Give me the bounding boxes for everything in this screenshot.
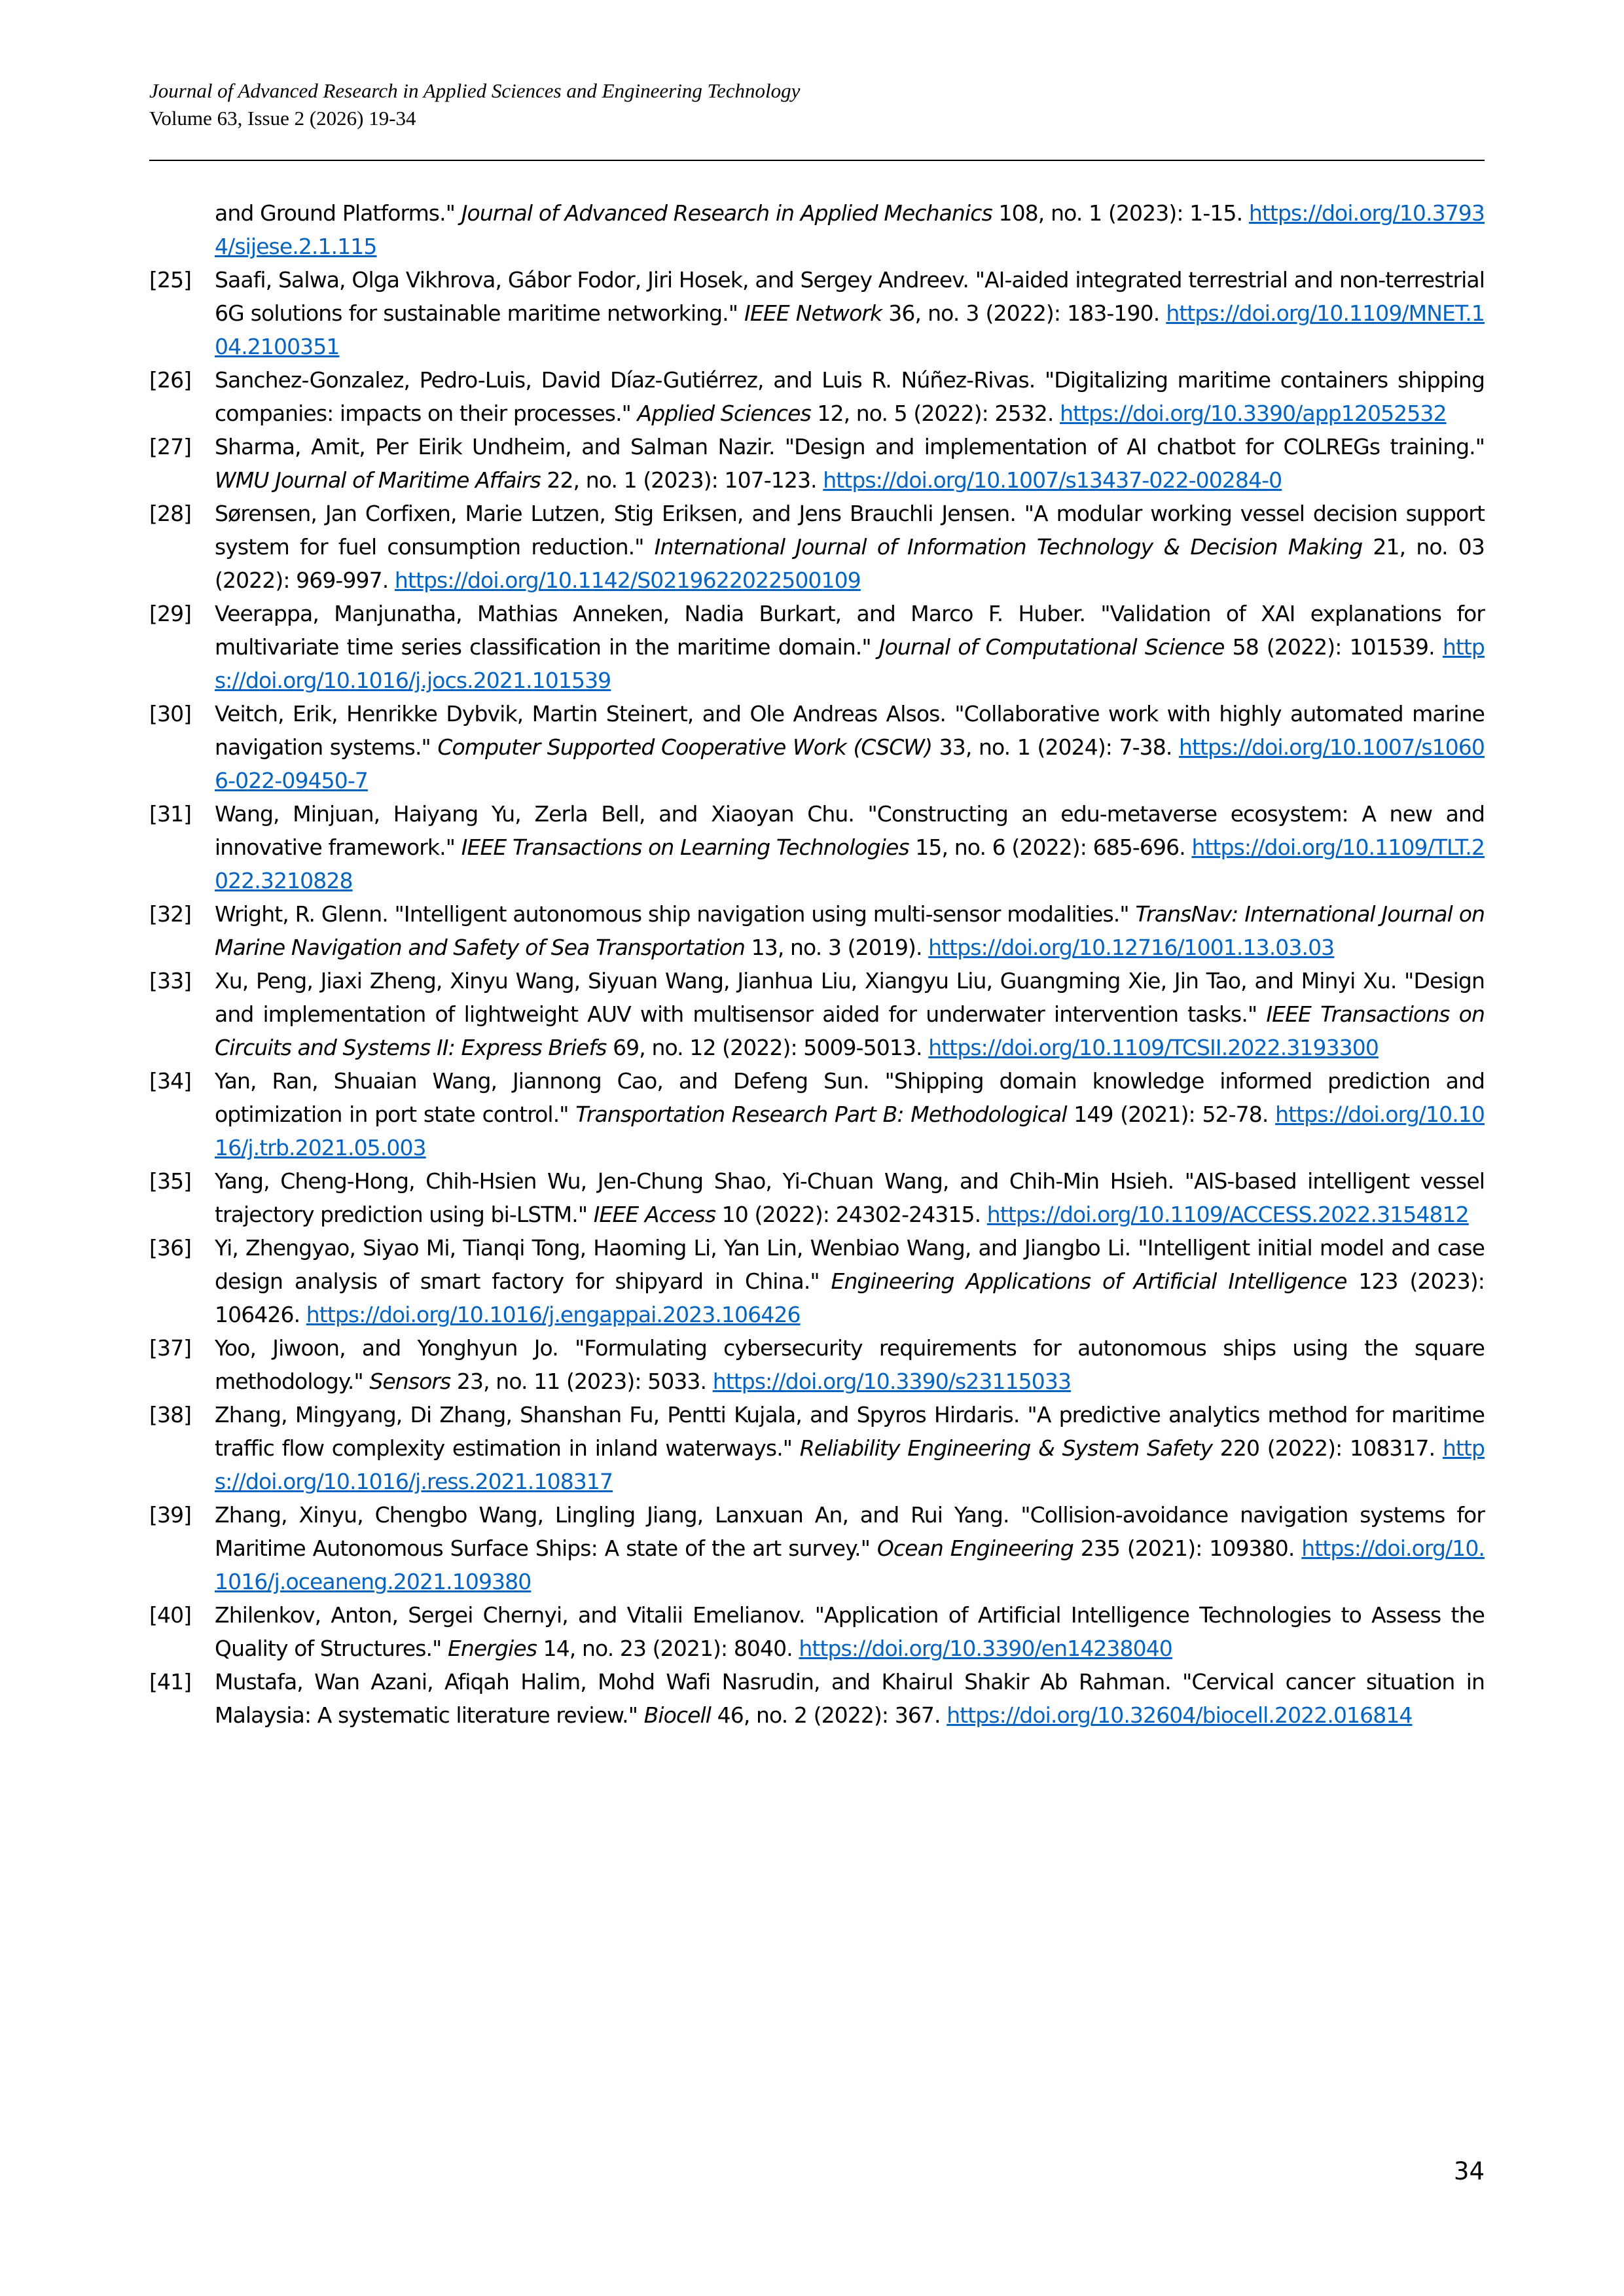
reference-number: [41] — [149, 1669, 192, 1695]
reference-details: 149 (2021): 52-78. — [1066, 1102, 1276, 1127]
reference-details: 21, no. 03 (2022): 969-997. — [215, 534, 1485, 593]
reference-number: [34] — [149, 1068, 192, 1094]
reference-citation: Saafi, Salwa, Olga Vikhrova, Gábor Fodor, Jiri Hosek, and Sergey Andreev. "AI-aided integrated terrestrial and non-terrestrial 6G solutions for sustainable maritime networking." — [215, 267, 1485, 326]
reference-number: [30] — [149, 701, 192, 726]
reference-citation: Sharma, Amit, Per Eirik Undheim, and Salman Nazir. "Design and implementation of AI chatbot for COLREGs training." — [215, 434, 1485, 459]
doi-link[interactable]: https://doi.org/10.1016/j.trb.2021.05.003 — [215, 1102, 1485, 1160]
reference-venue: Applied Sciences — [637, 401, 811, 426]
reference-citation: Xu, Peng, Jiaxi Zheng, Xinyu Wang, Siyuan Wang, Jianhua Liu, Xiangyu Liu, Guangming Xie, Jin Tao, and Minyi Xu. "Design and implementation of lightweight AUV with multisensor aided for underwater intervention tasks." — [215, 968, 1485, 1027]
reference-item — [149, 196, 1485, 263]
doi-link[interactable]: https://doi.org/10.1109/MNET.104.2100351 — [215, 300, 1485, 359]
reference-citation: Zhang, Mingyang, Di Zhang, Shanshan Fu, Pentti Kujala, and Spyros Hirdaris. "A predictive analytics method for maritime traffic flow complexity estimation in inland waterways." — [215, 1402, 1485, 1461]
reference-venue: IEEE Transactions on Circuits and Systems II: Express Briefs — [215, 1001, 1485, 1060]
reference-text — [215, 196, 1485, 263]
reference-text — [215, 1398, 1485, 1498]
reference-details: 46, no. 2 (2022): 367. — [711, 1702, 947, 1728]
reference-number: [32] — [149, 901, 192, 927]
reference-citation: Sanchez-Gonzalez, Pedro-Luis, David Díaz-Gutiérrez, and Luis R. Núñez-Rivas. "Digitalizing maritime containers shipping companies: impacts on their processes." — [215, 367, 1485, 426]
reference-citation: Yoo, Jiwoon, and Yonghyun Jo. "Formulating cybersecurity requirements for autonomous ships using the square methodology." — [215, 1335, 1485, 1394]
reference-venue: Engineering Applications of Artificial Intelligence — [831, 1268, 1347, 1294]
reference-item — [149, 363, 1485, 430]
reference-venue: Computer Supported Cooperative Work (CSCW) — [437, 734, 933, 760]
reference-item — [149, 1331, 1485, 1398]
reference-item — [149, 1498, 1485, 1598]
doi-link[interactable]: https://doi.org/10.3390/en14238040 — [799, 1636, 1172, 1661]
reference-number: [40] — [149, 1602, 192, 1628]
reference-item — [149, 697, 1485, 797]
reference-venue: International Journal of Information Technology & Decision Making — [654, 534, 1363, 560]
reference-venue: TransNav: International Journal on Marine Navigation and Safety of Sea Transportation — [215, 901, 1485, 960]
reference-number: [29] — [149, 601, 192, 626]
doi-link[interactable]: https://doi.org/10.32604/biocell.2022.016814 — [947, 1702, 1413, 1728]
reference-text — [215, 1665, 1485, 1732]
reference-venue: Transportation Research Part B: Methodological — [575, 1102, 1067, 1127]
reference-item — [149, 430, 1485, 497]
reference-details: 22, no. 1 (2023): 107-123. — [540, 467, 823, 493]
reference-venue: IEEE Transactions on Learning Technologies — [461, 834, 909, 860]
reference-item — [149, 964, 1485, 1064]
reference-details: 123 (2023): 106426. — [215, 1268, 1485, 1327]
reference-item — [149, 1231, 1485, 1331]
reference-text — [215, 797, 1485, 897]
reference-citation: Yang, Cheng-Hong, Chih-Hsien Wu, Jen-Chung Shao, Yi-Chuan Wang, and Chih-Min Hsieh. "AIS-based intelligent vessel trajectory prediction using bi-LSTM." — [215, 1168, 1485, 1227]
reference-text — [215, 263, 1485, 363]
reference-number: [38] — [149, 1402, 192, 1427]
reference-citation: Yi, Zhengyao, Siyao Mi, Tianqi Tong, Haoming Li, Yan Lin, Wenbiao Wang, and Jiangbo Li. "Intelligent initial model and case design analysis of smart factory for shipyard in China." — [215, 1235, 1485, 1294]
reference-venue: Sensors — [369, 1369, 451, 1394]
reference-text — [215, 697, 1485, 797]
reference-text — [215, 1231, 1485, 1331]
reference-text — [215, 1064, 1485, 1164]
reference-text — [215, 1331, 1485, 1398]
reference-item — [149, 1064, 1485, 1164]
reference-details: 235 (2021): 109380. — [1073, 1535, 1302, 1561]
reference-number: [36] — [149, 1235, 192, 1261]
reference-item — [149, 497, 1485, 597]
reference-details: 10 (2022): 24302-24315. — [715, 1202, 987, 1227]
reference-item — [149, 1598, 1485, 1665]
reference-item — [149, 1164, 1485, 1231]
reference-details: 108, no. 1 (2023): 1-15. — [992, 200, 1249, 226]
reference-details: 13, no. 3 (2019). — [745, 935, 929, 960]
reference-venue: Journal of Advanced Research in Applied Mechanics — [461, 200, 992, 226]
doi-link[interactable]: https://doi.org/10.3390/app12052532 — [1060, 401, 1447, 426]
doi-link[interactable]: https://doi.org/10.1016/j.engappai.2023.106426 — [306, 1302, 801, 1327]
doi-link[interactable]: https://doi.org/10.1109/TLT.2022.3210828 — [215, 834, 1485, 893]
reference-number: [35] — [149, 1168, 192, 1194]
reference-text — [215, 363, 1485, 430]
journal-volume: Volume 63, Issue 2 (2026) 19-34 — [149, 107, 416, 130]
reference-venue: Ocean Engineering — [876, 1535, 1074, 1561]
doi-link[interactable]: https://doi.org/10.1007/s13437-022-00284-0 — [823, 467, 1282, 493]
doi-link[interactable]: https://doi.org/10.1016/j.ress.2021.108317 — [215, 1435, 1485, 1494]
reference-citation: Wang, Minjuan, Haiyang Yu, Zerla Bell, and Xiaoyan Chu. "Constructing an edu-metaverse ecosystem: A new and innovative framework." — [215, 801, 1485, 860]
reference-venue: Reliability Engineering & System Safety — [799, 1435, 1213, 1461]
reference-details: 23, no. 11 (2023): 5033. — [450, 1369, 713, 1394]
reference-text — [215, 497, 1485, 597]
reference-number: [25] — [149, 267, 192, 293]
running-header — [149, 77, 1485, 132]
header-divider — [149, 160, 1485, 161]
reference-details: 33, no. 1 (2024): 7-38. — [932, 734, 1180, 760]
reference-item — [149, 897, 1485, 964]
reference-citation: Zhang, Xinyu, Chengbo Wang, Lingling Jiang, Lanxuan An, and Rui Yang. "Collision-avoidance navigation systems for Maritime Autonomous Surface Ships: A state of the art survey." — [215, 1502, 1485, 1561]
reference-venue: Journal of Computational Science — [878, 634, 1225, 660]
reference-citation: Veitch, Erik, Henrikke Dybvik, Martin Steinert, and Ole Andreas Alsos. "Collaborative work with highly automated marine navigation systems." — [215, 701, 1485, 760]
reference-text — [215, 597, 1485, 697]
reference-citation: Veerappa, Manjunatha, Mathias Anneken, Nadia Burkart, and Marco F. Huber. "Validation of XAI explanations for multivariate time series classification in the maritime domain." — [215, 601, 1485, 660]
reference-citation: Wright, R. Glenn. "Intelligent autonomous ship navigation using multi-sensor modalities." — [215, 901, 1136, 927]
reference-item — [149, 1665, 1485, 1732]
reference-number: [39] — [149, 1502, 192, 1528]
reference-text — [215, 964, 1485, 1064]
journal-title: Journal of Advanced Research in Applied Sciences and Engineering Technology — [149, 79, 801, 102]
reference-details: 69, no. 12 (2022): 5009-5013. — [606, 1035, 929, 1060]
reference-venue: Biocell — [643, 1702, 712, 1728]
reference-text — [215, 430, 1485, 497]
doi-link[interactable]: https://doi.org/10.1016/j.jocs.2021.101539 — [215, 634, 1485, 693]
reference-citation: Mustafa, Wan Azani, Afiqah Halim, Mohd Wafi Nasrudin, and Khairul Shakir Ab Rahman. "Cervical cancer situation in Malaysia: A systematic literature review." — [215, 1669, 1485, 1728]
reference-number: [33] — [149, 968, 192, 994]
reference-text — [215, 897, 1485, 964]
reference-text — [215, 1598, 1485, 1665]
reference-details: 15, no. 6 (2022): 685-696. — [909, 834, 1192, 860]
reference-venue: WMU Journal of Maritime Affairs — [215, 467, 541, 493]
reference-number: [37] — [149, 1335, 192, 1361]
reference-details: 12, no. 5 (2022): 2532. — [810, 401, 1060, 426]
reference-details: 220 (2022): 108317. — [1212, 1435, 1443, 1461]
reference-venue: IEEE Network — [744, 300, 882, 326]
doi-link[interactable]: https://doi.org/10.1142/S0219622022500109 — [394, 567, 861, 593]
doi-link[interactable]: https://doi.org/10.3390/s23115033 — [712, 1369, 1072, 1394]
reference-number: [31] — [149, 801, 192, 827]
doi-link[interactable]: https://doi.org/10.37934/sijese.2.1.115 — [215, 200, 1485, 259]
reference-item — [149, 797, 1485, 897]
reference-number: [26] — [149, 367, 192, 393]
reference-citation: Sørensen, Jan Corfixen, Marie Lutzen, Stig Eriksen, and Jens Brauchli Jensen. "A modular working vessel decision support system for fuel consumption reduction." — [215, 501, 1485, 560]
reference-details: 14, no. 23 (2021): 8040. — [537, 1636, 799, 1661]
doi-link[interactable]: https://doi.org/10.1016/j.oceaneng.2021.109380 — [215, 1535, 1485, 1594]
reference-item — [149, 263, 1485, 363]
reference-text — [215, 1498, 1485, 1598]
reference-item — [149, 1398, 1485, 1498]
reference-item — [149, 597, 1485, 697]
reference-details: 36, no. 3 (2022): 183-190. — [882, 300, 1166, 326]
reference-number: [28] — [149, 501, 192, 526]
doi-link[interactable]: https://doi.org/10.1109/TCSII.2022.3193300 — [928, 1035, 1379, 1060]
doi-link[interactable]: https://doi.org/10.1109/ACCESS.2022.3154812 — [986, 1202, 1469, 1227]
reference-details: 58 (2022): 101539. — [1224, 634, 1443, 660]
reference-text — [215, 1164, 1485, 1231]
page-number: 34 — [1453, 2157, 1485, 2185]
reference-venue: Energies — [447, 1636, 537, 1661]
reference-list — [149, 196, 1485, 1732]
reference-citation: Zhilenkov, Anton, Sergei Chernyi, and Vitalii Emelianov. "Application of Artificial Intelligence Technologies to Assess the Quality of Structures." — [215, 1602, 1485, 1661]
doi-link[interactable]: https://doi.org/10.1007/s10606-022-09450-7 — [215, 734, 1485, 793]
doi-link[interactable]: https://doi.org/10.12716/1001.13.03.03 — [928, 935, 1335, 960]
reference-citation: Yan, Ran, Shuaian Wang, Jiannong Cao, and Defeng Sun. "Shipping domain knowledge informed prediction and optimization in port state control." — [215, 1068, 1485, 1127]
reference-citation: and Ground Platforms." — [215, 200, 461, 226]
reference-venue: IEEE Access — [593, 1202, 716, 1227]
reference-number: [27] — [149, 434, 192, 459]
